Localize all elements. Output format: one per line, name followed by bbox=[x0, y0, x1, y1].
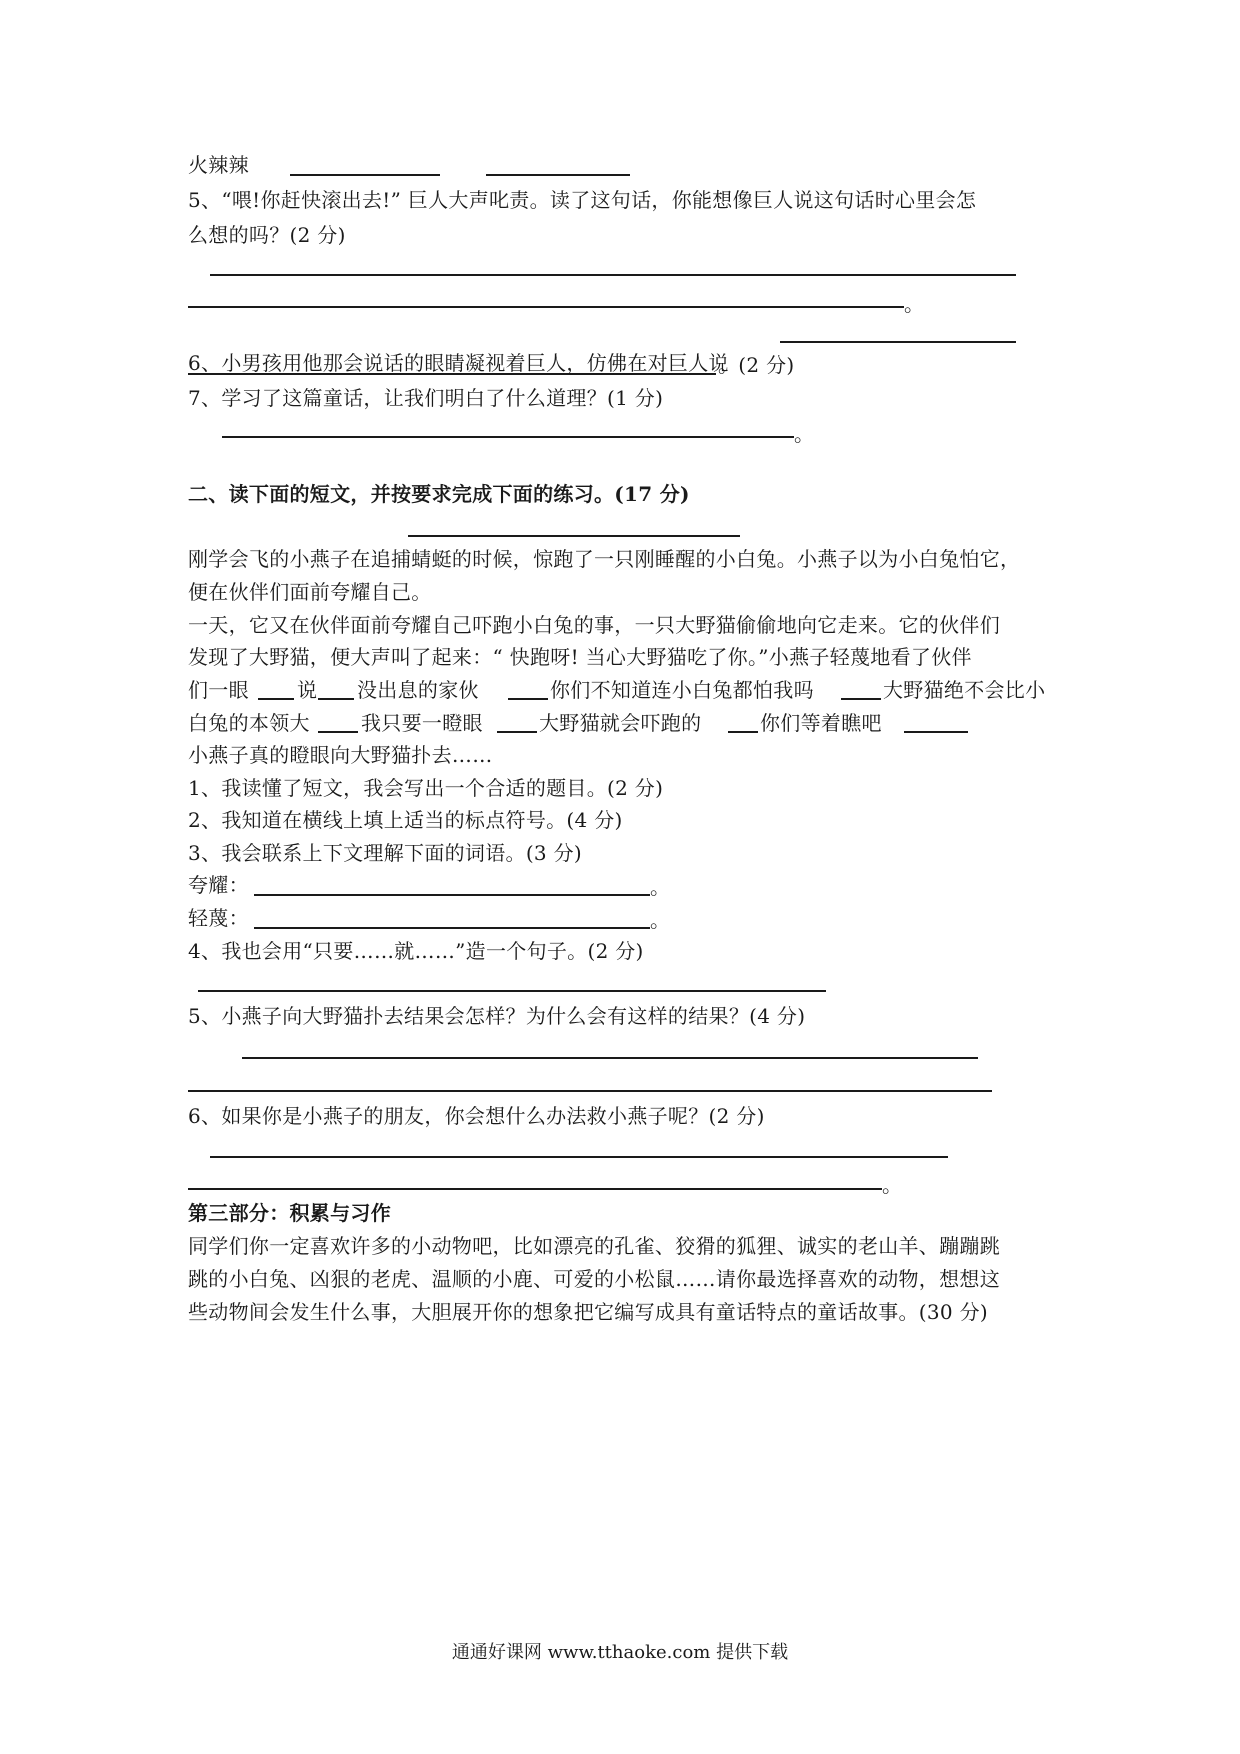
answer-line[interactable] bbox=[210, 1156, 948, 1158]
question-5: 5、小燕子向大野猫扑去结果会怎样？为什么会有这样的结果？(4 分) bbox=[188, 1004, 806, 1028]
punctuation-blank[interactable] bbox=[904, 731, 968, 733]
word-label: 轻蔑： bbox=[188, 906, 249, 930]
answer-line[interactable] bbox=[188, 1090, 992, 1092]
period: 。 bbox=[882, 1173, 903, 1197]
period: 。 bbox=[650, 908, 671, 932]
punctuation-blank[interactable] bbox=[258, 698, 294, 700]
passage-segment: 没出息的家伙 bbox=[357, 678, 479, 702]
punctuation-blank[interactable] bbox=[318, 698, 354, 700]
punctuation-blank[interactable] bbox=[497, 731, 537, 733]
passage-line: 一天，它又在伙伴面前夸耀自己吓跑小白兔的事，一只大野猫偷偷地向它走来。它的伙伴们 bbox=[188, 613, 1000, 637]
answer-line[interactable] bbox=[222, 436, 794, 438]
question-1: 1、我读懂了短文，我会写出一个合适的题目。(2 分) bbox=[188, 776, 664, 800]
period: 。 bbox=[650, 875, 671, 899]
composition-prompt-line: 跳的小白兔、凶狠的老虎、温顺的小鹿、可爱的小松鼠……请你最选择喜欢的动物，想想这 bbox=[188, 1267, 1000, 1291]
question-5-line1: 5、“喂!你赶快滚出去!” 巨人大声叱责。读了这句话，你能想像巨人说这句话时心里会怎 bbox=[188, 188, 977, 212]
composition-prompt-line: 些动物间会发生什么事，大胆展开你的想象把它编写成具有童话特点的童话故事。(30 分) bbox=[188, 1300, 989, 1324]
answer-line[interactable] bbox=[242, 1057, 978, 1059]
question-6-line1: 6、小男孩用他那会说话的眼睛凝视着巨人，仿佛在对巨人说 bbox=[188, 351, 729, 375]
word-label: 火辣辣 bbox=[188, 153, 249, 177]
answer-line[interactable] bbox=[188, 1188, 882, 1190]
passage-segment: 说 bbox=[297, 678, 318, 702]
passage-line: 刚学会飞的小燕子在追捕蜻蜓的时候，惊跑了一只刚睡醒的小白兔。小燕子以为小白兔怕它， bbox=[188, 547, 1021, 571]
answer-line[interactable] bbox=[290, 174, 440, 176]
question-2: 2、我知道在横线上填上适当的标点符号。(4 分) bbox=[188, 808, 623, 832]
section-3-heading: 第三部分：积累与习作 bbox=[188, 1201, 391, 1225]
page-footer: 通通好课网 www.tthaoke.com 提供下载 bbox=[451, 1642, 789, 1663]
question-5-line2: 么想的吗？(2 分) bbox=[188, 223, 346, 247]
section-2-heading: 二、读下面的短文，并按要求完成下面的练习。(17 分) bbox=[188, 482, 690, 506]
composition-prompt-line: 同学们你一定喜欢许多的小动物吧，比如漂亮的孔雀、狡猾的狐狸、诚实的老山羊、蹦蹦跳 bbox=[188, 1234, 1000, 1258]
passage-segment: 大野猫绝不会比小 bbox=[883, 678, 1046, 702]
answer-line[interactable] bbox=[198, 990, 826, 992]
question-6-score: 。(2 分) bbox=[718, 353, 795, 377]
period: 。 bbox=[904, 292, 925, 316]
passage-line: 便在伙伴们面前夸耀自己。 bbox=[188, 580, 432, 604]
answer-line[interactable] bbox=[254, 927, 650, 929]
passage-line: 小燕子真的瞪眼向大野猫扑去…… bbox=[188, 743, 493, 767]
passage-segment: 大野猫就会吓跑的 bbox=[539, 711, 702, 735]
passage-segment: 我只要一瞪眼 bbox=[361, 711, 483, 735]
question-3: 3、我会联系上下文理解下面的词语。(3 分) bbox=[188, 841, 583, 865]
answer-line[interactable] bbox=[210, 274, 1016, 276]
answer-line[interactable] bbox=[188, 373, 716, 375]
passage-segment: 你们不知道连小白兔都怕我吗 bbox=[550, 678, 814, 702]
answer-line[interactable] bbox=[254, 894, 650, 896]
passage-line: 发现了大野猫，便大声叫了起来：“ 快跑呀! 当心大野猫吃了你。”小燕子轻蔑地看了伙伴 bbox=[188, 645, 972, 669]
question-7: 7、学习了这篇童话，让我们明白了什么道理？(1 分) bbox=[188, 386, 664, 410]
word-label: 夸耀： bbox=[188, 873, 249, 897]
passage-segment: 你们等着瞧吧 bbox=[760, 711, 882, 735]
period: 。 bbox=[794, 422, 815, 446]
punctuation-blank[interactable] bbox=[508, 698, 548, 700]
question-6: 6、如果你是小燕子的朋友，你会想什么办法救小燕子呢？(2 分) bbox=[188, 1104, 765, 1128]
punctuation-blank[interactable] bbox=[318, 731, 358, 733]
answer-line[interactable] bbox=[188, 306, 904, 308]
answer-line[interactable] bbox=[486, 174, 630, 176]
answer-line[interactable] bbox=[780, 341, 1016, 343]
passage-segment: 们一眼 bbox=[188, 678, 249, 702]
question-4: 4、我也会用“只要……就……”造一个句子。(2 分) bbox=[188, 939, 644, 963]
title-answer-line[interactable] bbox=[408, 535, 740, 537]
punctuation-blank[interactable] bbox=[728, 731, 758, 733]
punctuation-blank[interactable] bbox=[841, 698, 881, 700]
passage-segment: 白兔的本领大 bbox=[188, 711, 310, 735]
